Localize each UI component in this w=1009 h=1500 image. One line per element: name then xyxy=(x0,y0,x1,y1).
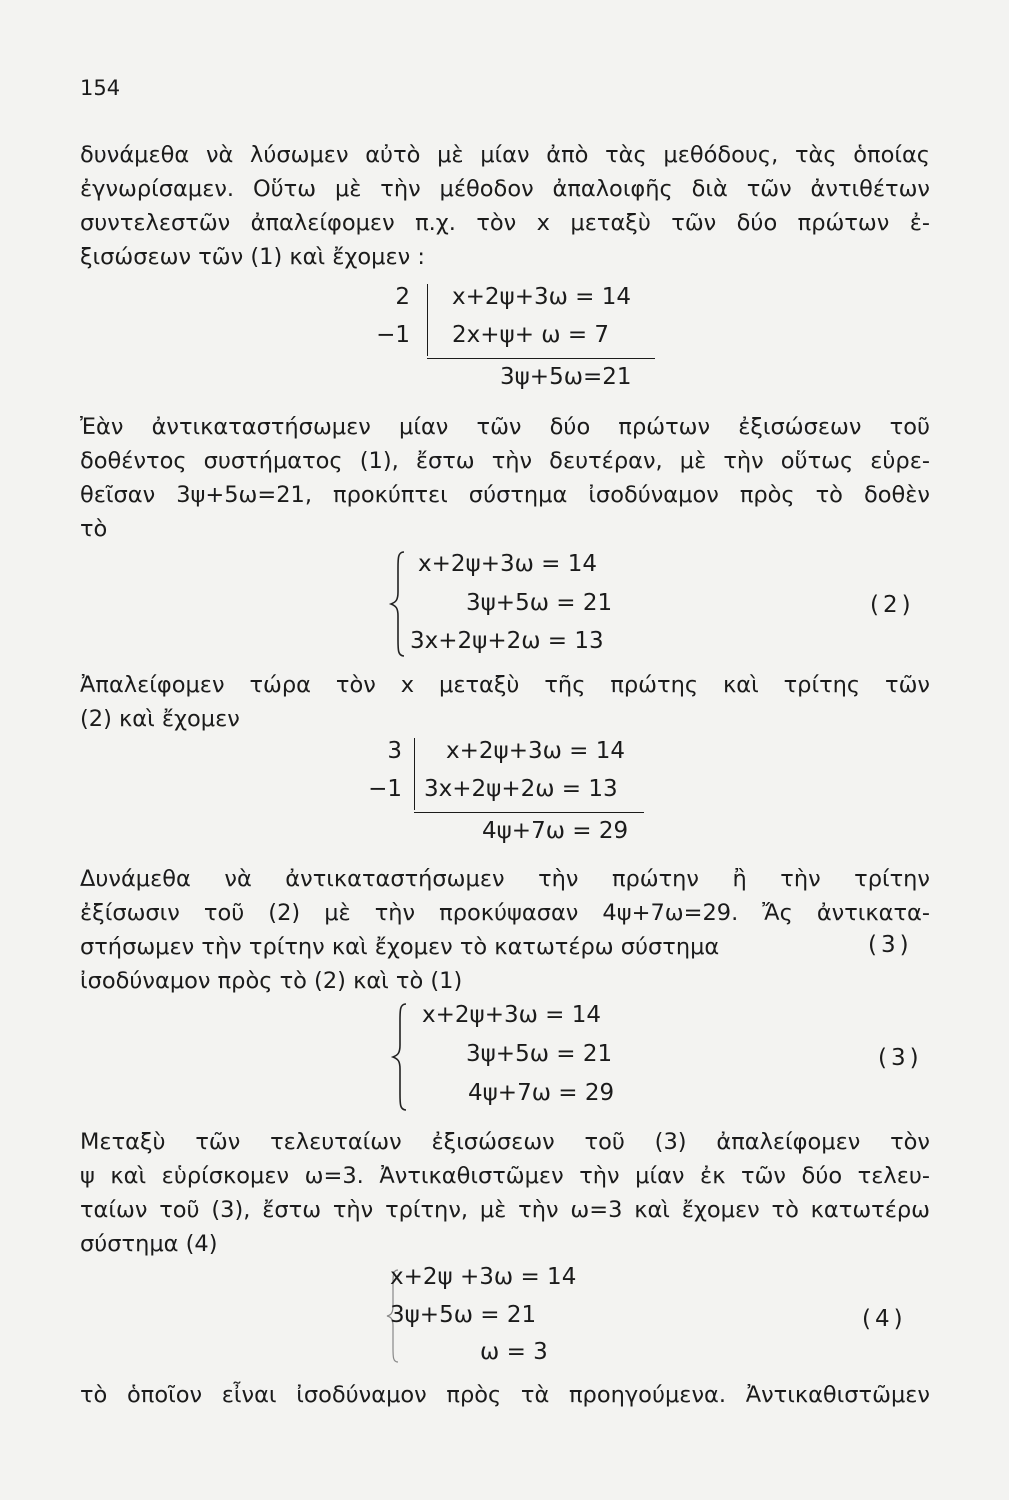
paragraph-6 xyxy=(80,1378,930,1412)
paragraph-3 xyxy=(80,668,930,736)
multiplier: −1 xyxy=(376,322,410,348)
text-line: (2) καὶ ἔχομεν xyxy=(80,706,240,732)
text-line: τὸ ὁποῖον εἶναι ἰσοδύναμον πρὸς τὰ προηγούμενα. Ἀντικαθιστῶμεν xyxy=(80,1382,930,1408)
equation-tag: (3) xyxy=(878,1045,923,1071)
sum-line xyxy=(427,358,655,359)
text-line: ταίων τοῦ (3), ἔστω τὴν τρίτην, μὲ τὴν ω=3 καὶ ἔχομεν τὸ κατωτέρω xyxy=(80,1197,930,1223)
text-line: ἰσοδύναμον πρὸς τὸ (2) καὶ τὸ (1) xyxy=(80,968,463,994)
text-line: Δυνάμεθα νὰ ἀντικαταστήσωμεν τὴν πρώτην ἢ τὴν τρίτην xyxy=(80,866,930,892)
text-line: στήσωμεν τὴν τρίτην καὶ ἔχομεν τὸ κατωτέρω σύστημα xyxy=(80,934,720,960)
equation: 3ψ+5ω = 21 xyxy=(390,1302,537,1328)
equation-tag: (2) xyxy=(870,592,915,618)
sum-line xyxy=(414,812,644,813)
equation: 3ψ+5ω = 21 xyxy=(466,590,613,616)
multiplier: 3 xyxy=(387,738,402,764)
equation: ω = 3 xyxy=(480,1339,548,1365)
equation: x+2ψ+3ω = 14 xyxy=(452,284,632,310)
text-line: Μεταξὺ τῶν τελευταίων ἐξισώσεων τοῦ (3) ἀπαλείφομεν τὸν xyxy=(80,1129,930,1155)
text-line: συντελεστῶν ἀπαλείφομεν π.χ. τὸν x μεταξὺ τῶν δύο πρώτων ἐ- xyxy=(80,210,930,236)
result-equation: 3ψ+5ω=21 xyxy=(500,364,632,390)
left-brace-icon xyxy=(388,548,412,660)
equation: 2x+ψ+ ω = 7 xyxy=(452,322,610,348)
paragraph-2 xyxy=(80,410,930,546)
result-equation: 4ψ+7ω = 29 xyxy=(482,818,629,844)
equation: x+2ψ +3ω = 14 xyxy=(390,1264,577,1290)
left-brace-icon xyxy=(390,1000,414,1114)
text-line: δυνάμεθα νὰ λύσωμεν αὐτὸ μὲ μίαν ἀπὸ τὰς μεθόδους, τὰς ὁποίας xyxy=(80,142,930,168)
equation: x+2ψ+3ω = 14 xyxy=(422,1002,602,1028)
equation: 3ψ+5ω = 21 xyxy=(466,1041,613,1067)
text-line: Ἐὰν ἀντικαταστήσωμεν μίαν τῶν δύο πρώτων ἐξισώσεων τοῦ xyxy=(80,414,930,440)
separator-line xyxy=(427,284,428,356)
text-line: θεῖσαν 3ψ+5ω=21, προκύπτει σύστημα ἰσοδύναμον πρὸς τὸ δοθὲν xyxy=(80,482,930,508)
equation: x+2ψ+3ω = 14 xyxy=(418,551,598,577)
page-number: 154 xyxy=(80,76,121,100)
multiplier: 2 xyxy=(395,284,410,310)
text-line: Ἀπαλείφομεν τώρα τὸν x μεταξὺ τῆς πρώτης καὶ τρίτης τῶν xyxy=(80,672,930,698)
text-line: ἐγνωρίσαμεν. Οὕτω μὲ τὴν μέθοδον ἀπαλοιφῆς διὰ τῶν ἀντιθέτων xyxy=(80,176,930,202)
paragraph-4 xyxy=(80,862,930,998)
paragraph-1 xyxy=(80,138,930,274)
paragraph-5 xyxy=(80,1125,930,1261)
equation: 3x+2ψ+2ω = 13 xyxy=(410,628,604,654)
equation: 3x+2ψ+2ω = 13 xyxy=(424,776,618,802)
equation: x+2ψ+3ω = 14 xyxy=(446,738,626,764)
separator-line xyxy=(414,738,415,810)
multiplier: −1 xyxy=(368,776,402,802)
text-line: τὸ xyxy=(80,516,108,542)
text-line: ξισώσεων τῶν (1) καὶ ἔχομεν : xyxy=(80,244,425,270)
text-line: ψ καὶ εὑρίσκομεν ω=3. Ἀντικαθιστῶμεν τὴν μίαν ἐκ τῶν δύο τελευ- xyxy=(80,1163,930,1189)
equation-tag: (3) xyxy=(868,932,913,958)
equation-tag: (4) xyxy=(862,1306,907,1332)
text-line: σύστημα (4) xyxy=(80,1231,218,1257)
text-line: δοθέντος συστήματος (1), ἔστω τὴν δευτέραν, μὲ τὴν οὕτως εὑρε- xyxy=(80,448,930,474)
equation: 4ψ+7ω = 29 xyxy=(468,1080,615,1106)
text-line: ἐξίσωσιν τοῦ (2) μὲ τὴν προκύψασαν 4ψ+7ω=29. Ἄς ἀντικατα- xyxy=(80,900,930,926)
